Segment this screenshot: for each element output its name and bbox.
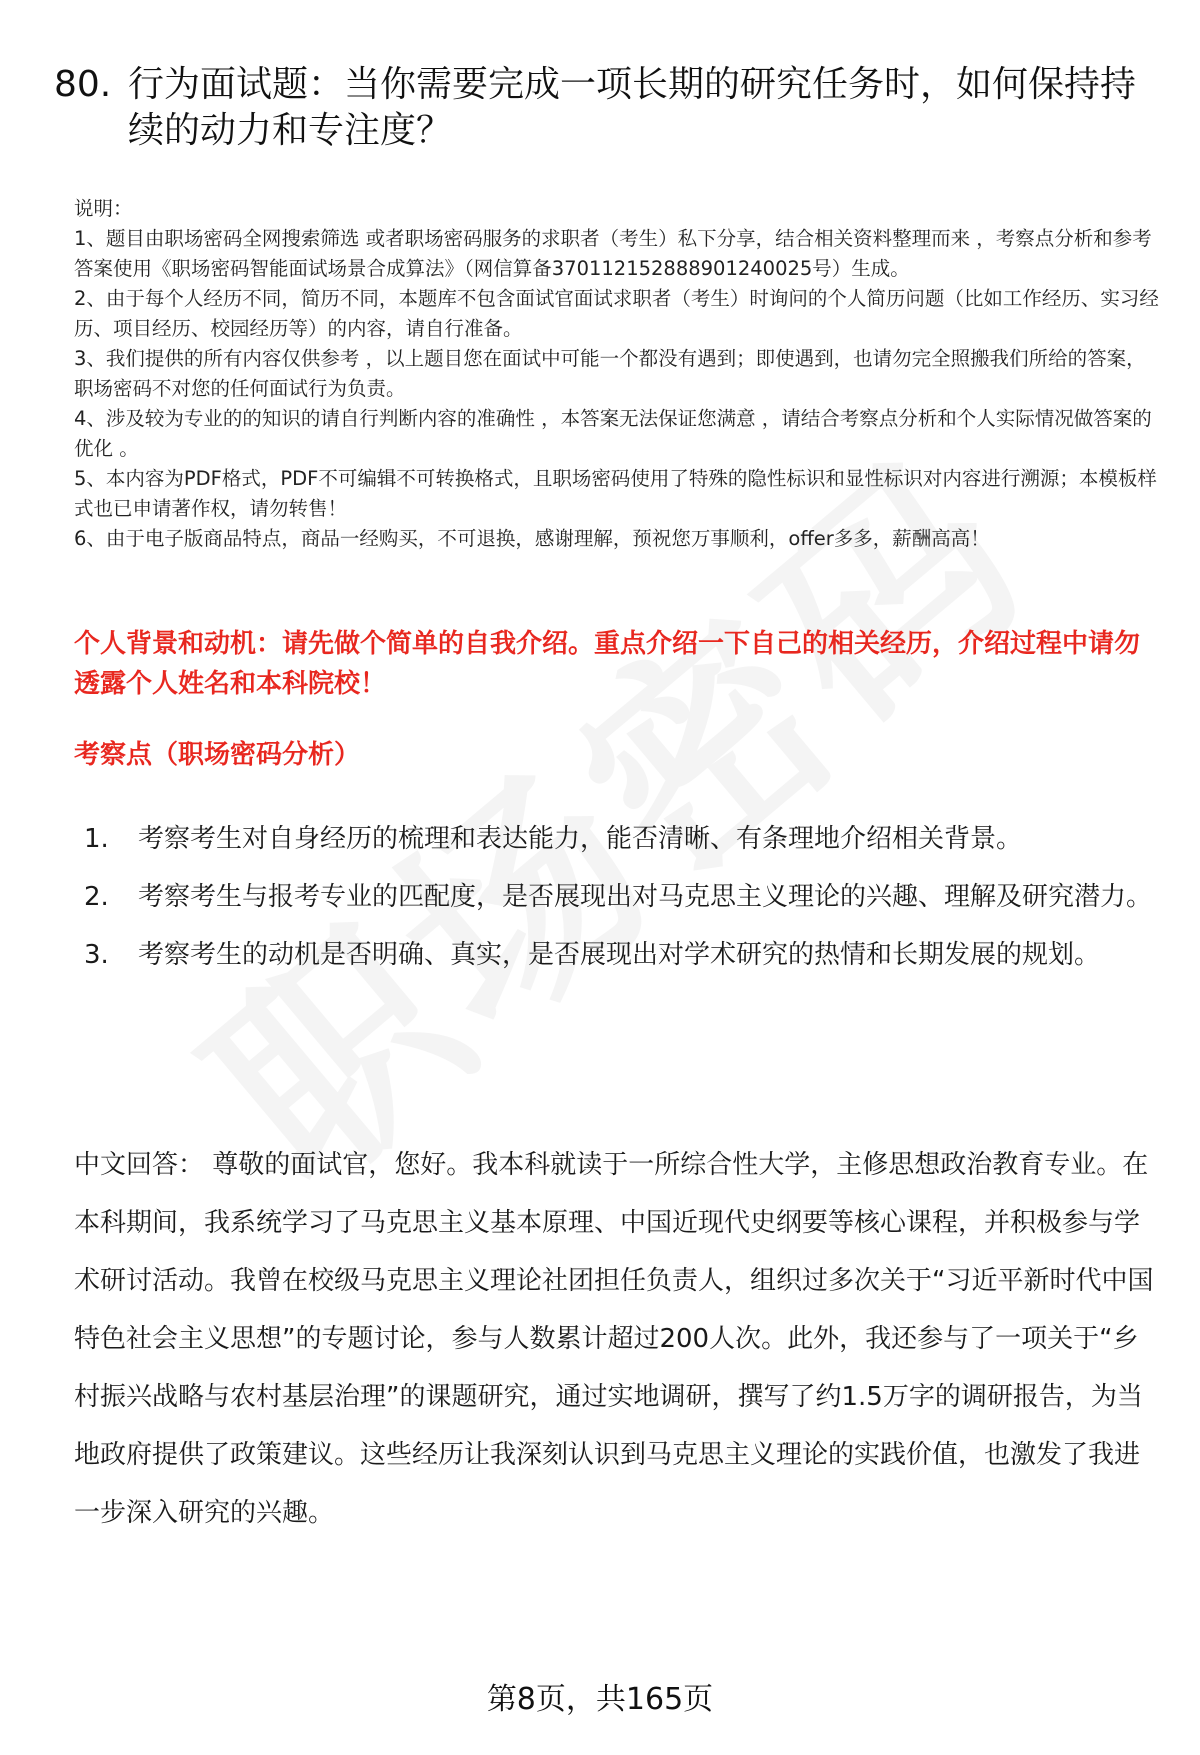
question-title bbox=[54, 62, 1144, 154]
list-item bbox=[74, 926, 1154, 984]
analysis-points bbox=[74, 810, 1154, 984]
notes-block bbox=[74, 194, 1164, 554]
point-text: 考察考生对自身经历的梳理和表达能力，能否清晰、有条理地介绍相关背景。 bbox=[138, 824, 1023, 854]
notes-item: 5、本内容为PDF格式，PDF不可编辑不可转换格式，且职场密码使用了特殊的隐性标识和显性标识对内容进行溯源；本模板样式也已申请著作权，请勿转售！ bbox=[74, 467, 1157, 520]
question-number: 80. bbox=[54, 64, 112, 105]
section-prompt: 个人背景和动机：请先做个简单的自我介绍。重点介绍一下自己的相关经历，介绍过程中请勿透露个人姓名和本科院校！ bbox=[74, 629, 1141, 699]
notes-item: 1、题目由职场密码全网搜索筛选 或者职场密码服务的求职者（考生）私下分享，结合相关资料整理而来 ，考察点分析和参考答案使用《职场密码智能面试场景合成算法》（网信算备370112152888901240025号）生成。 bbox=[74, 227, 1152, 280]
answer-text: 尊敬的面试官，您好。我本科就读于一所综合性大学，主修思想政治教育专业。在本科期间，我系统学习了马克思主义基本原理、中国近现代史纲要等核心课程，并积极参与学术研讨活动。我曾在校级马克思主义理论社团担任负责人，组织过多次关于“习近平新时代中国特色社会主义思想”的专题讨论，参与人数累计超过200人次。此外，我还参与了一项关于“乡村振兴战略与农村基层治理”的课题研究，通过实地调研，撰写了约1.5万字的调研报告，为当地政府提供了政策建议。这些经历让我深刻认识到马克思主义理论的实践价值，也激发了我进一步深入研究的兴趣。 bbox=[74, 1150, 1154, 1528]
page-number: 第8页，共165页 bbox=[486, 1682, 714, 1717]
notes-item: 4、涉及较为专业的的知识的请自行判断内容的准确性 ，本答案无法保证您满意 ，请结合考察点分析和个人实际情况做答案的优化 。 bbox=[74, 407, 1152, 460]
notes-item: 2、由于每个人经历不同，简历不同，本题库不包含面试官面试求职者（考生）时询问的个人简历问题（比如工作经历、实习经历、项目经历、校园经历等）的内容，请自行准备。 bbox=[74, 287, 1159, 340]
analysis-title: 考察点（职场密码分析） bbox=[74, 740, 361, 770]
point-text: 考察考生的动机是否明确、真实，是否展现出对学术研究的热情和长期发展的规划。 bbox=[138, 940, 1101, 970]
answer-label: 中文回答： bbox=[74, 1150, 205, 1180]
list-item bbox=[74, 868, 1154, 926]
notes-item: 3、我们提供的所有内容仅供参考 ，以上题目您在面试中可能一个都没有遇到；即使遇到，也请勿完全照搬我们所给的答案，职场密码不对您的任何面试行为负责。 bbox=[74, 347, 1146, 400]
point-number: 3. bbox=[84, 940, 109, 970]
list-item bbox=[74, 810, 1154, 868]
point-number: 1. bbox=[84, 824, 109, 854]
question-text: 行为面试题：当你需要完成一项长期的研究任务时，如何保持持续的动力和专注度？ bbox=[128, 64, 1137, 151]
answer-block bbox=[74, 1136, 1156, 1542]
notes-heading: 说明： bbox=[74, 197, 133, 220]
point-number: 2. bbox=[84, 882, 109, 912]
point-text: 考察考生与报考专业的匹配度，是否展现出对马克思主义理论的兴趣、理解及研究潜力。 bbox=[138, 882, 1153, 912]
notes-item: 6、由于电子版商品特点，商品一经购买，不可退换，感谢理解，预祝您万事顺利，offer多多，薪酬高高！ bbox=[74, 527, 990, 550]
